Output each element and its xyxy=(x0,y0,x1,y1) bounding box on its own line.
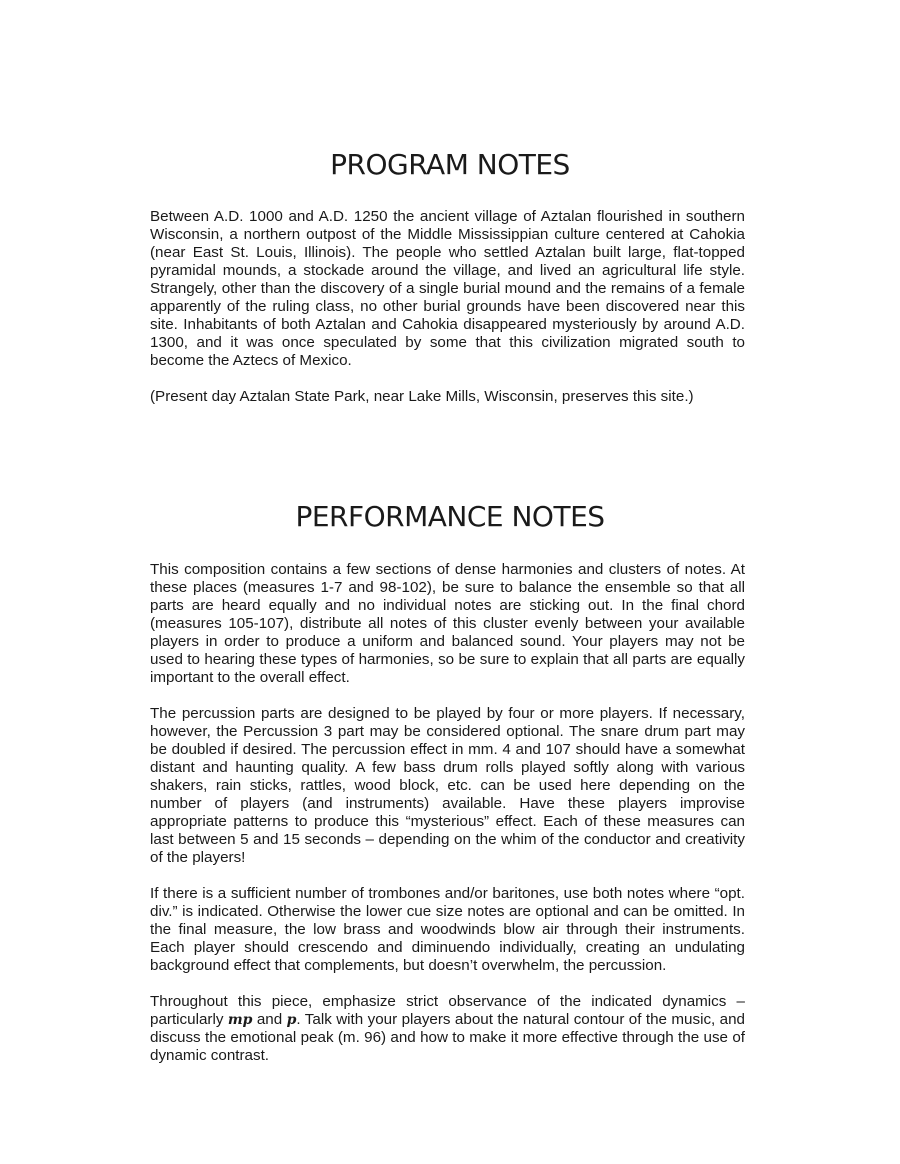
performance-notes-heading: PERFORMANCE NOTES xyxy=(295,500,605,533)
performance-paragraph-2: The percussion parts are designed to be played by four or more players. If necessary, however, the Percussion 3 part may be considered optional. The snare drum part may be doubled if desired. The percussion effect in mm. 4 and 107 should have a somewhat distant and haunting quality. A few bass drum rolls played softly along with various shakers, rain sticks, rattles, wood block, etc. can be used here depending on the number of players (and instruments) available. Have these players improvise appropriate patterns to produce this “mysterious” effect. Each of these measures can last between 5 and 15 seconds – depending on the whim of the conductor and creativity of the players! xyxy=(150,705,745,866)
performance-notes-body xyxy=(150,561,745,1083)
performance-paragraph-3: If there is a sufficient number of trombones and/or baritones, use both notes where “opt. div.” is indicated. Otherwise the lower cue size notes are optional and can be omitted. In the final measure, the low brass and woodwinds blow air through their instruments. Each player should crescendo and diminuendo individually, creating an undulating background effect that complements, but doesn’t overwhelm, the percussion. xyxy=(150,885,745,974)
program-paragraph-2: (Present day Aztalan State Park, near Lake Mills, Wisconsin, preserves this site.) xyxy=(150,388,694,405)
dynamic-p-marking: p xyxy=(286,1012,297,1028)
performance-paragraph-4 xyxy=(150,993,745,1065)
program-paragraph-1: Between A.D. 1000 and A.D. 1250 the ancient village of Aztalan flourished in southern Wisconsin, a northern outpost of the Middle Mississippian culture centered at Cahokia (near East St. Louis, Illinois). The people who settled Aztalan built large, flat-topped pyramidal mounds, a stockade around the village, and lived an agricultural life style. Strangely, other than the discovery of a single burial mound and the remains of a female apparently of the ruling class, no other burial grounds have been discovered near this site. Inhabitants of both Aztalan and Cahokia disappeared mysteriously by around A.D. 1300, and it was once speculated by some that this civilization migrated south to become the Aztecs of Mexico. xyxy=(150,208,745,369)
performance-paragraph-1: This composition contains a few sections of dense harmonies and clusters of notes. At these places (measures 1-7 and 98-102), be sure to balance the ensemble so that all parts are heard equally and no individual notes are sticking out. In the final chord (measures 105-107), distribute all notes of this cluster evenly between your available players in order to produce a uniform and balanced sound. Your players may not be used to hearing these types of harmonies, so be sure to explain that all parts are equally important to the overall effect. xyxy=(150,561,745,686)
dynamics-text-part-3: . Talk with your players about the natural contour of the music, and discuss the emotional peak (m. 96) and how to make it more effective through the use of dynamic contrast. xyxy=(150,1011,746,1064)
dynamic-mp-marking: mp xyxy=(227,1012,253,1028)
dynamics-text-part-1: Throughout this piece, emphasize strict observance of the indicated dynamics – particularly xyxy=(150,993,745,1028)
program-notes-body xyxy=(150,208,745,424)
dynamics-text-part-2: and xyxy=(252,1011,287,1028)
program-notes-heading: PROGRAM NOTES xyxy=(330,148,570,181)
